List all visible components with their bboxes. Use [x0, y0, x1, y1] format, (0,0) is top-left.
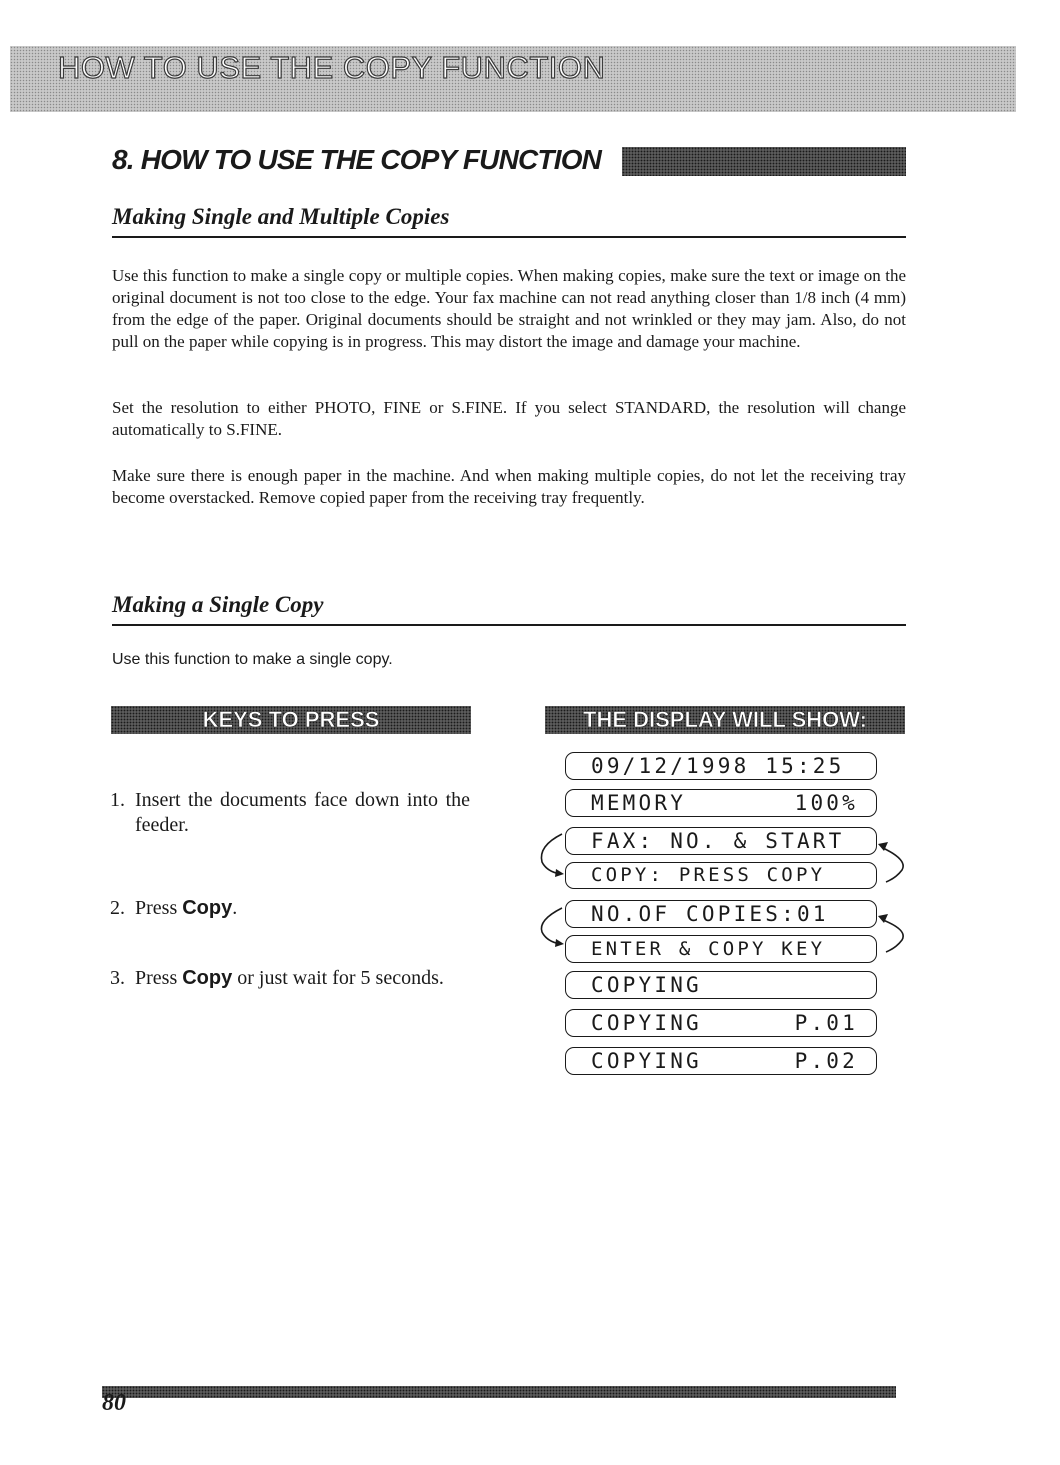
step-1	[110, 788, 470, 838]
lcd-value: P.02	[794, 1049, 858, 1073]
lcd-fax-start: FAX: NO. & START	[565, 827, 877, 855]
lcd-number-of-copies: NO.OF COPIES:01	[565, 900, 877, 928]
paragraph-paper: Make sure there is enough paper in the machine. And when making multiple copies, do not let the receiving tray become overstacked. Remove copied paper from the receiving tray frequently.	[112, 466, 906, 507]
section-heading: 8. HOW TO USE THE COPY FUNCTION	[112, 144, 602, 175]
copy-key-label: Copy	[182, 967, 233, 989]
arrowhead	[555, 869, 564, 877]
paragraph-resolution: Set the resolution to either PHOTO, FINE or S.FINE. If you select STANDARD, the resolution will change automatically to S.FINE.	[112, 398, 906, 439]
lcd-copying-page-2: COPYING P.02	[565, 1047, 877, 1075]
arrow-right-2	[883, 920, 903, 952]
step-2	[110, 896, 470, 921]
arrow-left-2	[541, 908, 562, 943]
top-banner	[10, 46, 1016, 112]
copy-key-label: Copy	[182, 897, 233, 919]
footer-bar	[102, 1386, 896, 1398]
lcd-copy-press: COPY: PRESS COPY	[565, 862, 877, 889]
banner-title: HOW TO USE THE COPY FUNCTION	[58, 50, 606, 85]
lcd-enter-copy-key: ENTER & COPY KEY	[565, 935, 877, 963]
single-copy-intro: Use this function to make a single copy.	[112, 651, 393, 668]
arrow-left-1	[541, 834, 562, 873]
step-text: Insert the documents face down into the feeder.	[135, 789, 470, 836]
step-number: 2.	[110, 897, 125, 919]
step-number: 1.	[110, 789, 125, 811]
lcd-value: P.01	[794, 1011, 858, 1035]
heading-decoration-bar	[622, 147, 906, 176]
step-text: Press Copy or just wait for 5 seconds.	[135, 967, 444, 989]
arrowhead	[555, 939, 564, 947]
paragraph-copy-overview: Use this function to make a single copy or multiple copies. When making copies, make sure the text or image on the original document is not too close to the edge. Your fax machine can not read anything closer than 1/8 inch (4 mm) from the edge of the paper. Original documents should be straight and not wrinkled or they may jam. Also, do not pull on the paper while copying is in progress. This may distort the image and damage your machine.	[112, 266, 906, 351]
lcd-copying-page-1: COPYING P.01	[565, 1009, 877, 1037]
arrow-right-1	[883, 848, 903, 882]
lcd-date-time: 09/12/1998 15:25	[565, 752, 877, 780]
step-3	[110, 966, 470, 1016]
page-number: 80	[102, 1390, 126, 1416]
step-text: Press Copy.	[135, 897, 238, 919]
lcd-memory: MEMORY 100%	[565, 789, 877, 817]
subheading-rule	[112, 236, 906, 238]
lcd-value: 100%	[794, 791, 858, 815]
subheading-single-copy: Making a Single Copy	[112, 592, 324, 617]
step-number: 3.	[110, 967, 125, 989]
subheading-single-multiple: Making Single and Multiple Copies	[112, 204, 450, 229]
subheading-rule	[112, 624, 906, 626]
display-will-show-header: THE DISPLAY WILL SHOW:	[545, 706, 905, 734]
alternating-display-arrows	[530, 818, 920, 958]
keys-to-press-header: KEYS TO PRESS	[111, 706, 471, 734]
lcd-copying: COPYING	[565, 971, 877, 999]
